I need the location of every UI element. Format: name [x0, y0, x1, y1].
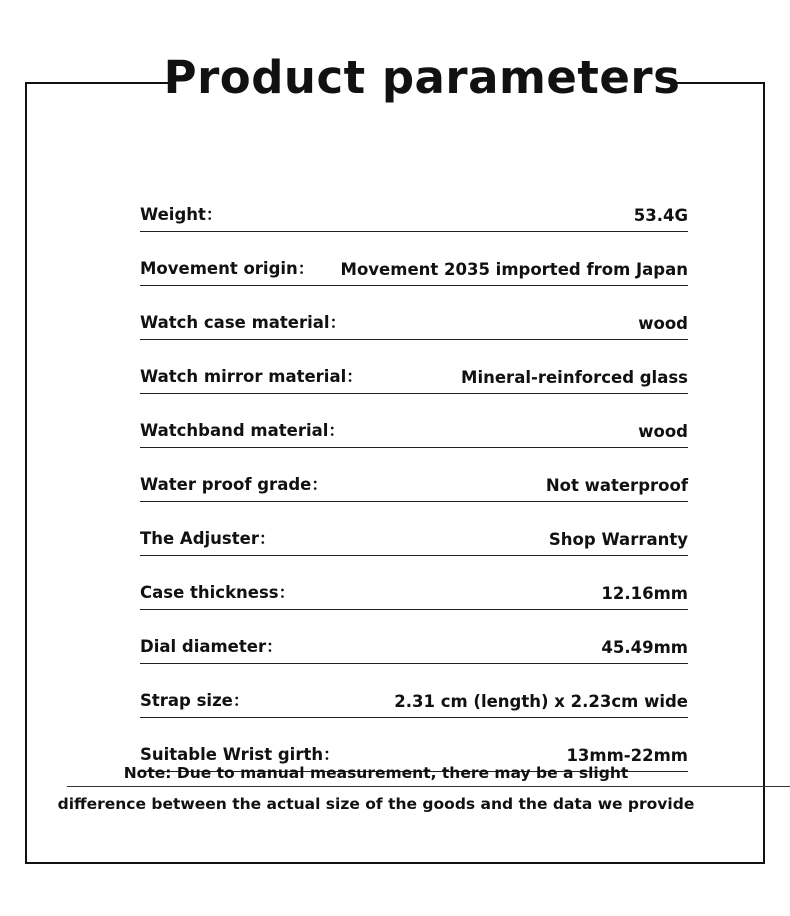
param-label: Watch case material：	[140, 313, 347, 332]
param-value: Not waterproof	[545, 476, 688, 495]
param-label: Dial diameter：	[140, 637, 283, 656]
param-value: wood	[638, 422, 688, 441]
param-label: Case thickness：	[140, 583, 296, 602]
param-label: Weight：	[140, 205, 223, 224]
param-row-mirror-material	[140, 340, 688, 394]
param-row-case-thickness	[140, 556, 688, 610]
param-value: 53.4G	[633, 206, 688, 225]
param-row-strap-size	[140, 664, 688, 718]
note-line-1: Note: Due to manual measurement, there may be a slight	[123, 764, 629, 782]
param-row-dial-diameter	[140, 610, 688, 664]
param-label: Water proof grade：	[140, 475, 328, 494]
note-divider	[67, 786, 790, 787]
title-container	[163, 46, 681, 108]
param-value: 2.31 cm (length) x 2.23cm wide	[394, 692, 688, 711]
param-row-case-material	[140, 286, 688, 340]
param-label: The Adjuster：	[140, 529, 276, 548]
param-row-movement-origin	[140, 232, 688, 286]
param-row-adjuster	[140, 502, 688, 556]
param-label: Watch mirror material：	[140, 367, 363, 386]
param-label: Suitable Wrist girth：	[140, 745, 340, 764]
param-value: Mineral-reinforced glass	[461, 368, 688, 387]
param-value: Movement 2035 imported from Japan	[340, 260, 688, 279]
page-title: Product parameters	[163, 50, 681, 104]
param-value: wood	[638, 314, 688, 333]
param-value: 12.16mm	[601, 584, 688, 603]
param-label: Movement origin：	[140, 259, 315, 278]
param-row-water-proof-grade	[140, 448, 688, 502]
param-value: Shop Warranty	[548, 530, 688, 549]
param-label: Strap size：	[140, 691, 250, 710]
param-row-weight	[140, 178, 688, 232]
param-label: Watchband material：	[140, 421, 345, 440]
parameter-list	[140, 178, 688, 772]
note-line-2: difference between the actual size of the goods and the data we provide	[57, 795, 695, 813]
param-value: 13mm-22mm	[566, 746, 688, 765]
param-row-watchband-material	[140, 394, 688, 448]
param-value: 45.49mm	[601, 638, 688, 657]
